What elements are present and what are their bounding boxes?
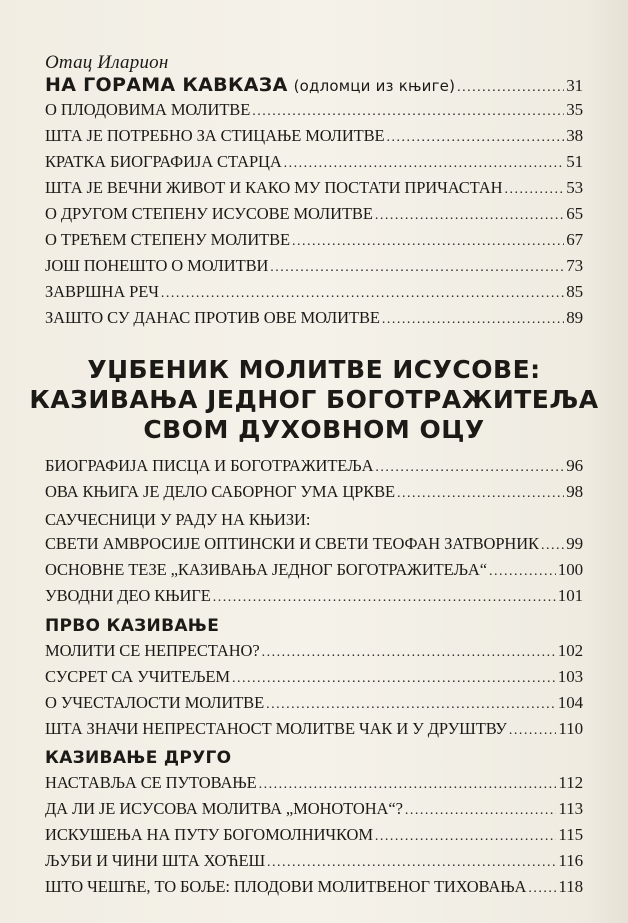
toc-entry-title: НАСТАВЉА СЕ ПУТОВАЊЕ (45, 773, 257, 792)
toc-page-number: 73 (566, 256, 583, 275)
part-title-line: КАЗИВАЊА ЈЕДНОГ БОГОТРАЖИТЕЉА (29, 385, 599, 414)
dot-leader (541, 538, 564, 554)
toc-entry[interactable] (45, 230, 583, 252)
toc-page-number: 98 (566, 482, 583, 501)
toc-page-number: 102 (557, 641, 583, 660)
toc-entry[interactable] (45, 693, 583, 715)
toc-entry[interactable] (45, 204, 583, 226)
part-title-line: УЏБЕНИК МОЛИТВЕ ИСУСОВЕ: (87, 355, 541, 384)
dot-leader (266, 697, 556, 713)
dot-leader (252, 104, 564, 120)
dot-leader (375, 208, 564, 224)
toc-page-number: 35 (566, 100, 583, 119)
dot-leader (161, 286, 564, 302)
toc-page-number: 96 (566, 456, 583, 475)
author-name: Отац Иларион (45, 52, 169, 73)
dot-leader (489, 564, 556, 580)
dot-leader (270, 260, 564, 276)
toc-page-number: 65 (566, 204, 583, 223)
toc-entry-title: УВОДНИ ДЕО КЊИГЕ (45, 586, 211, 605)
toc-entry[interactable] (45, 773, 583, 795)
toc-entry-title: ЗАШТО СУ ДАНАС ПРОТИВ ОВЕ МОЛИТВЕ (45, 308, 380, 327)
toc-page-number: 115 (558, 825, 583, 844)
dot-leader (457, 80, 564, 96)
toc-entry[interactable] (45, 825, 583, 847)
dot-leader (504, 182, 564, 198)
toc-entry-title: НА ГОРАМА КАВКАЗА (45, 74, 288, 96)
section-heading: ПРВО КАЗИВАЊЕ (45, 616, 220, 636)
toc-entry-title: ОСНОВНЕ ТЕЗЕ „КАЗИВАЊА ЈЕДНОГ БОГОТРАЖИТЕЉА“ (45, 560, 487, 579)
part-title (0, 355, 628, 445)
dot-leader (284, 156, 565, 172)
toc-entry[interactable] (45, 482, 583, 504)
toc-page-number: 99 (566, 534, 583, 553)
toc-entry[interactable] (45, 851, 583, 873)
toc-entry-title: СВЕТИ АМВРОСИЈЕ ОПТИНСКИ И СВЕТИ ТЕОФАН ЗАТВОРНИК (45, 534, 539, 553)
toc-entry-title: КРАТКА БИОГРАФИЈА СТАРЦА (45, 152, 282, 171)
toc-entry[interactable] (45, 126, 583, 148)
toc-entry-title: О ПЛОДОВИМА МОЛИТВЕ (45, 100, 251, 119)
dot-leader (292, 234, 564, 250)
toc-page-number: 110 (558, 719, 583, 738)
toc-entry-title: ОВА КЊИГА ЈЕ ДЕЛО САБОРНОГ УМА ЦРКВЕ (45, 482, 396, 501)
toc-entry[interactable] (45, 877, 583, 899)
toc-page-number: 85 (566, 282, 583, 301)
toc-page-number: 51 (566, 152, 583, 171)
toc-entry-title: ШТА ЈЕ ПОТРЕБНО ЗА СТИЦАЊЕ МОЛИТВЕ (45, 126, 385, 145)
toc-page-number: 89 (566, 308, 583, 327)
dot-leader (259, 777, 557, 793)
toc-entry-title-line1[interactable]: САУЧЕСНИЦИ У РАДУ НА КЊИЗИ: (45, 510, 311, 529)
toc-entry[interactable] (45, 100, 583, 122)
toc-entry[interactable] (45, 178, 583, 200)
dot-leader (267, 855, 556, 871)
dot-leader (509, 723, 557, 739)
toc-entry[interactable] (45, 256, 583, 278)
toc-page-number: 113 (558, 799, 583, 818)
toc-entry-heading[interactable] (45, 74, 583, 96)
toc-entry-title: О ДРУГОМ СТЕПЕНУ ИСУСОВЕ МОЛИТВЕ (45, 204, 373, 223)
toc-page-number: 112 (558, 773, 583, 792)
toc-page-number: 116 (558, 851, 583, 870)
dot-leader (375, 460, 564, 476)
part-title-line: СВОМ ДУХОВНОМ ОЦУ (143, 415, 485, 444)
toc-entry[interactable] (45, 534, 583, 556)
toc-entry[interactable] (45, 456, 583, 478)
toc-entry-title: ШТО ЧЕШЋЕ, ТО БОЉЕ: ПЛОДОВИ МОЛИТВЕНОГ ТИХОВАЊА (45, 877, 527, 896)
dot-leader (387, 130, 565, 146)
dot-leader (397, 486, 564, 502)
toc-entry-title: СУСРЕТ СА УЧИТЕЉЕМ (45, 667, 230, 686)
toc-entry-title: ДА ЛИ ЈЕ ИСУСОВА МОЛИТВА „МОНОТОНА“? (45, 799, 403, 818)
dot-leader (213, 590, 556, 606)
dot-leader (232, 671, 556, 687)
toc-entry-subtitle: (одломци из књиге) (293, 77, 456, 95)
toc-page-number: 101 (557, 586, 583, 605)
toc-entry-title: ШТА ЈЕ ВЕЧНИ ЖИВОТ И КАКО МУ ПОСТАТИ ПРИЧАСТАН (45, 178, 503, 197)
toc-entry[interactable] (45, 282, 583, 304)
toc-entry[interactable] (45, 719, 583, 741)
toc-entry-title: МОЛИТИ СЕ НЕПРЕСТАНО? (45, 641, 260, 660)
toc-page-number: 103 (557, 667, 583, 686)
dot-leader (375, 829, 557, 845)
toc-entry-title: ИСКУШЕЊА НА ПУТУ БОГОМОЛНИЧКОМ (45, 825, 373, 844)
toc-entry[interactable] (45, 799, 583, 821)
toc-page-number: 67 (566, 230, 583, 249)
toc-entry[interactable] (45, 152, 583, 174)
toc-entry[interactable] (45, 560, 583, 582)
dot-leader (382, 312, 564, 328)
toc-entry-title: ЈОШ ПОНЕШТО О МОЛИТВИ (45, 256, 269, 275)
toc-entry[interactable] (45, 667, 583, 689)
section-heading: КАЗИВАЊЕ ДРУГО (45, 748, 232, 768)
toc-entry-title: О ТРЕЋЕМ СТЕПЕНУ МОЛИТВЕ (45, 230, 290, 249)
toc-page-number: 118 (558, 877, 583, 896)
dot-leader (528, 881, 556, 897)
toc-page-number: 31 (566, 76, 583, 95)
toc-entry-title: ЗАВРШНА РЕЧ (45, 282, 159, 301)
dot-leader (405, 803, 557, 819)
toc-entry-title: ЉУБИ И ЧИНИ ШТА ХОЋЕШ (45, 851, 266, 870)
dot-leader (262, 645, 556, 661)
toc-page-number: 38 (566, 126, 583, 145)
toc-page-number: 104 (557, 693, 583, 712)
toc-entry[interactable] (45, 308, 583, 330)
toc-entry-title: БИОГРАФИЈА ПИСЦА И БОГОТРАЖИТЕЉА (45, 456, 374, 475)
toc-entry-title: О УЧЕСТАЛОСТИ МОЛИТВЕ (45, 693, 265, 712)
toc-page-number: 53 (566, 178, 583, 197)
toc-entry-title: ШТА ЗНАЧИ НЕПРЕСТАНОСТ МОЛИТВЕ ЧАК И У ДРУШТВУ (45, 719, 507, 738)
toc-entry[interactable] (45, 586, 583, 608)
toc-entry[interactable] (45, 641, 583, 663)
toc-page-number: 100 (557, 560, 583, 579)
